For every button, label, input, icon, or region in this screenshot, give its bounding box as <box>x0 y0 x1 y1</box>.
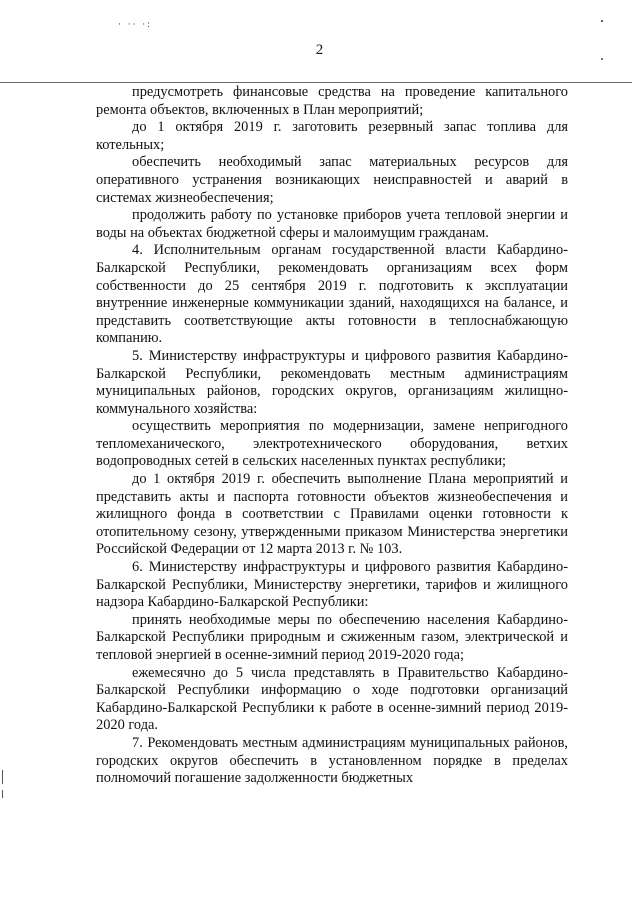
paragraph: ежемесячно до 5 числа представлять в Правительство Кабардино-Балкарской Республики информацию о ходе подготовки организаций Кабардино-Балкарской Республики к работе в осенне-зимний период 2019-2020 года. <box>96 664 568 734</box>
paragraph: осуществить мероприятия по модернизации, замене непригодного тепломеханического, электротехнического оборудования, ветхих водопроводных сетей в сельских населенных пунктах республики; <box>96 418 568 470</box>
paragraph: предусмотреть финансовые средства на проведение капитального ремонта объектов, включенных в План мероприятий; <box>96 84 568 118</box>
paragraph: 6. Министерству инфраструктуры и цифрового развития Кабардино-Балкарской Республики, Министерству энергетики, тарифов и жилищного надзора Кабардино-Балкарской Республики: <box>96 559 568 611</box>
scan-artifact-dot <box>601 20 603 22</box>
header-rule <box>0 82 632 83</box>
page-number: 2 <box>315 42 324 58</box>
paragraph: принять необходимые меры по обеспечению населения Кабардино-Балкарской Республики природным и сжиженным газом, электрической и тепловой энергией в осенне-зимний период 2019-2020 года; <box>96 611 568 663</box>
paragraph: продолжить работу по установке приборов учета тепловой энергии и воды на объектах бюджетной сферы и малоимущим гражданам. <box>96 207 568 241</box>
scan-artifact-edge-mark <box>2 790 3 798</box>
document-body <box>96 84 568 788</box>
scan-artifact-mark: · ·· ·: <box>118 20 153 30</box>
paragraph: обеспечить необходимый запас материальных ресурсов для оперативного устранения возникающих неисправностей и аварий в системах жизнеобеспечения; <box>96 154 568 206</box>
paragraph: до 1 октября 2019 г. обеспечить выполнение Плана мероприятий и представить акты и паспорта готовности объектов жизнеобеспечения и жилищного фонда в соответствии с Правилами оценки готовности к отопительному сезону, утвержденными приказом Министерства энергетики Российской Федерации от 12 марта 2013 г. № 103. <box>96 471 568 558</box>
scan-artifact-edge-mark <box>2 770 3 784</box>
paragraph: 5. Министерству инфраструктуры и цифрового развития Кабардино-Балкарской Республики, рекомендовать местным администрациям муниципальных районов, городских округов, организациям жилищно-коммунального хозяйства: <box>96 347 568 417</box>
paragraph: 4. Исполнительным органам государственной власти Кабардино-Балкарской Республики, рекомендовать организациям всех форм собственности до 25 сентября 2019 г. подготовить к эксплуатации внутренние инженерные коммуникации зданий, находящихся на балансе, и представить соответствующие акты готовности в теплоснабжающую компанию. <box>96 242 568 347</box>
paragraph: 7. Рекомендовать местным администрациям муниципальных районов, городских округов обеспечить в установленном порядке в пределах полномочий погашение задолженности бюджетных <box>96 734 568 787</box>
paragraph: до 1 октября 2019 г. заготовить резервный запас топлива для котельных; <box>96 119 568 153</box>
